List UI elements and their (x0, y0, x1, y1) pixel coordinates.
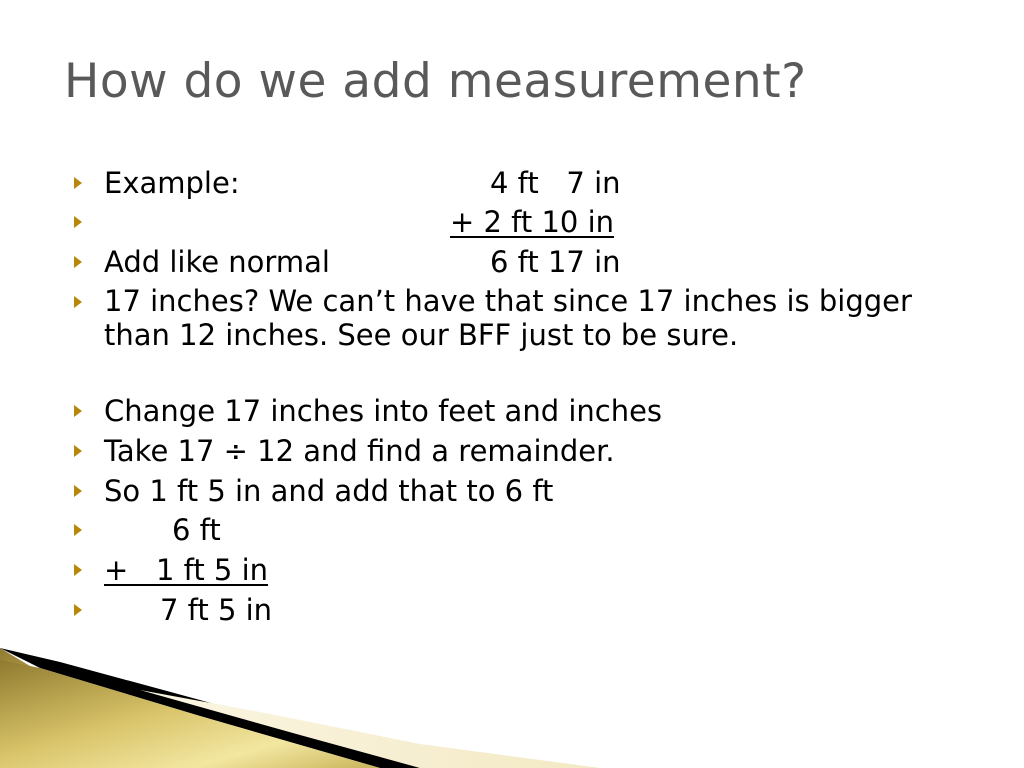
slide-title: How do we add measurement? (64, 54, 807, 109)
divide-text: Take 17 ÷ 12 and find a remainder. (104, 434, 615, 468)
sum-value: 6 ft 17 in (490, 245, 621, 279)
example-label: Example: (104, 166, 240, 200)
six-ft-text: 6 ft (172, 513, 221, 547)
result-text: So 1 ft 5 in and add that to 6 ft (104, 474, 554, 508)
gold-lower-band-shape (0, 660, 380, 768)
plus-1ft5in-text: + 1 ft 5 in (104, 553, 269, 587)
example-value: 4 ft 7 in (490, 166, 621, 200)
explanation-text: 17 inches? We can’t have that since 17 inches is bigger than 12 inches. See our BFF just to be sure. (104, 284, 912, 352)
addend-value: + 2 ft 10 in (450, 205, 615, 239)
change-text: Change 17 inches into feet and inches (104, 394, 663, 428)
final-answer-text: 7 ft 5 in (160, 593, 273, 627)
add-like-normal-label: Add like normal (104, 245, 330, 279)
